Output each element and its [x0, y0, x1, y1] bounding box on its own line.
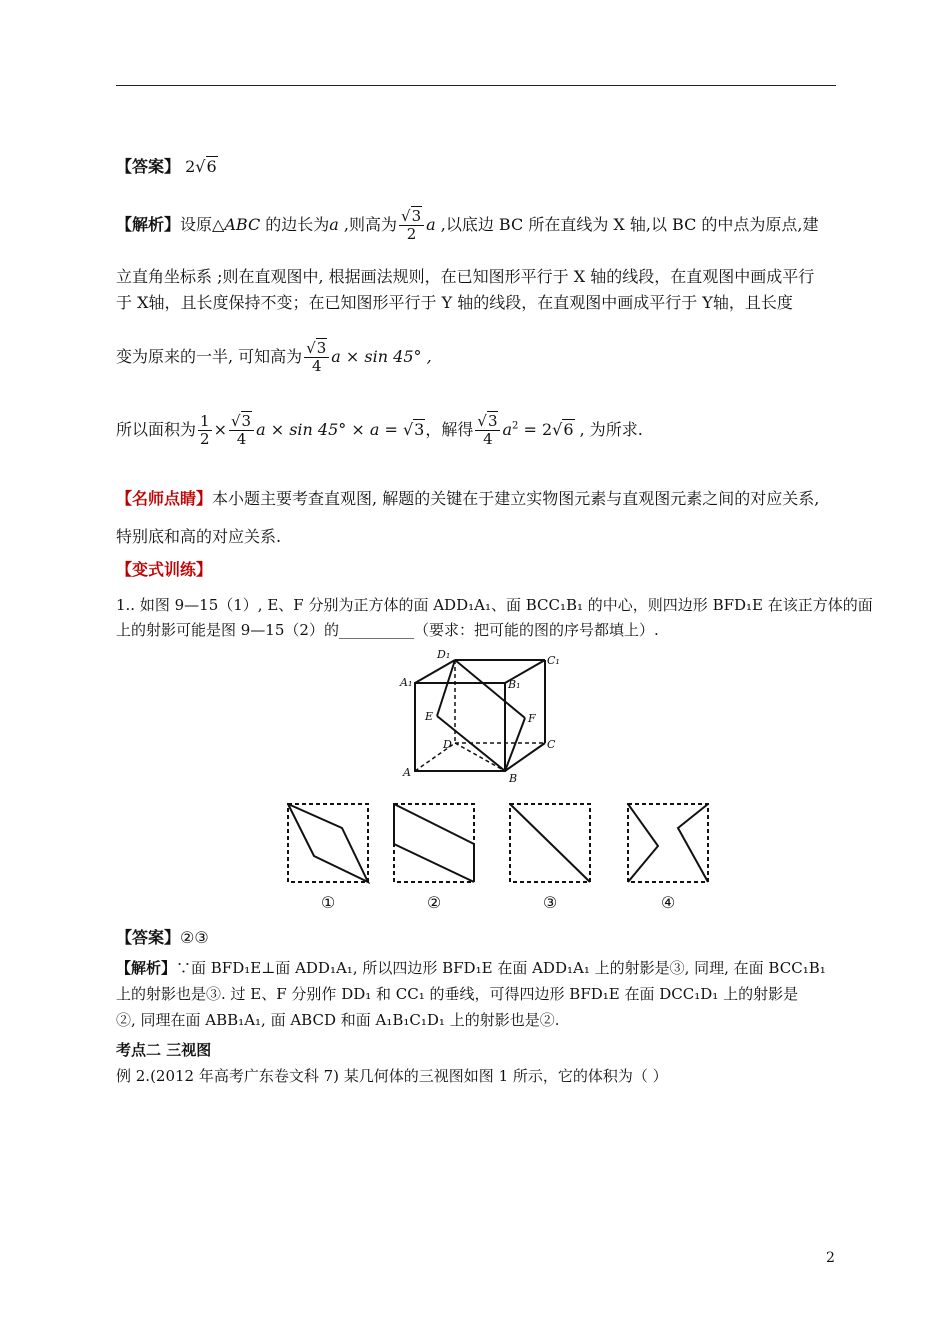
- label-D: D: [443, 738, 452, 751]
- page-number: 2: [826, 1250, 835, 1266]
- analysis-2-line-2: 上的射影也是③. 过 E、F 分别作 DD₁ 和 CC₁ 的垂线，可得四边形 BFD₁E 在面 DCC₁D₁ 上的射影是: [116, 985, 799, 1003]
- option-3-label: ③: [542, 893, 558, 912]
- fraction-sqrt3-over-2: $\frac{√3}{2}$: [399, 208, 424, 243]
- variant-label: 【变式训练】: [116, 560, 213, 579]
- tip-line-1: 【名师点睛】本小题主要考查直观图, 解题的关键在于建立实物图元素与直观图元素之间的对应关系,: [116, 489, 820, 508]
- analysis-2-line-1: 【解析】∵面 BFD₁E⊥面 ADD₁A₁, 所以四边形 BFD₁E 在面 ADD₁A₁ 上的射影是③, 同理, 在面 BCC₁B₁: [116, 959, 826, 977]
- option-1-label: ①: [320, 893, 336, 912]
- options-figure: [280, 800, 720, 915]
- label-F: F: [528, 712, 536, 725]
- option-2-label: ②: [426, 893, 442, 912]
- label-A1: A₁: [400, 676, 413, 689]
- analysis-1-line-2: 立直角坐标系 ;则在直观图中, 根据画法规则，在已知图形平行于 X 轴的线段，在直观图中画成平行: [116, 267, 815, 286]
- label-A: A: [403, 766, 411, 779]
- answer-value: 2√6: [185, 157, 217, 176]
- label-E: E: [425, 710, 434, 723]
- label-D1: D₁: [437, 648, 451, 661]
- label-C: C: [547, 738, 556, 751]
- question-1-line-1: 1.. 如图 9—15（1）, E、F 分别为正方体的面 ADD₁A₁、面 BCC₁B₁ 的中心，则四边形 BFD₁E 在该正方体的面: [116, 596, 873, 614]
- label-B: B: [509, 772, 518, 785]
- tip-line-2: 特别底和高的对应关系.: [116, 527, 282, 546]
- section-2-title: 考点二 三视图: [116, 1041, 212, 1059]
- answer-label: 【答案】: [116, 157, 181, 176]
- analysis-1-line-1: 【解析】设原△ABC 的边长为a ,则高为 $\frac{√3}{2}$ a ,以底边 BC 所在直线为 X 轴,以 BC 的中点为原点,建: [116, 207, 819, 243]
- header-rule: [116, 85, 836, 86]
- question-1-line-2: 上的射影可能是图 9—15（2）的__________（要求：把可能的图的序号都填上）.: [116, 621, 659, 639]
- analysis-1-line-5: 所以面积为 $\frac{1}{2}$ × $\frac{√3}{4}$ a × sin 45° × a = √3，解得 $\frac{√3}{4}$ $a^2 = 2√6$ , 为所求.: [116, 412, 643, 448]
- cube-figure: [395, 648, 575, 788]
- answer-1: [116, 157, 218, 177]
- example-2: 例 2.(2012 年高考广东卷文科 7) 某几何体的三视图如图 1 所示，它的体积为（ ）: [116, 1067, 668, 1085]
- option-4-label: ④: [660, 893, 676, 912]
- answer-2: 【答案】②③: [116, 928, 209, 947]
- tip-label: 【名师点睛】: [116, 489, 213, 508]
- analysis-1-line-3: 于 X轴，且长度保持不变；在已知图形平行于 Y 轴的线段，在直观图中画成平行于 Y轴，且长度: [116, 293, 793, 312]
- analysis-1-line-4: 变为原来的一半, 可知高为 $\frac{√3}{4}$ a × sin 45° ,: [116, 339, 432, 375]
- label-B1: B₁: [508, 678, 521, 691]
- label-C1: C₁: [547, 654, 560, 667]
- analysis-2-line-3: ②, 同理在面 ABB₁A₁, 面 ABCD 和面 A₁B₁C₁D₁ 上的射影也是②.: [116, 1011, 560, 1029]
